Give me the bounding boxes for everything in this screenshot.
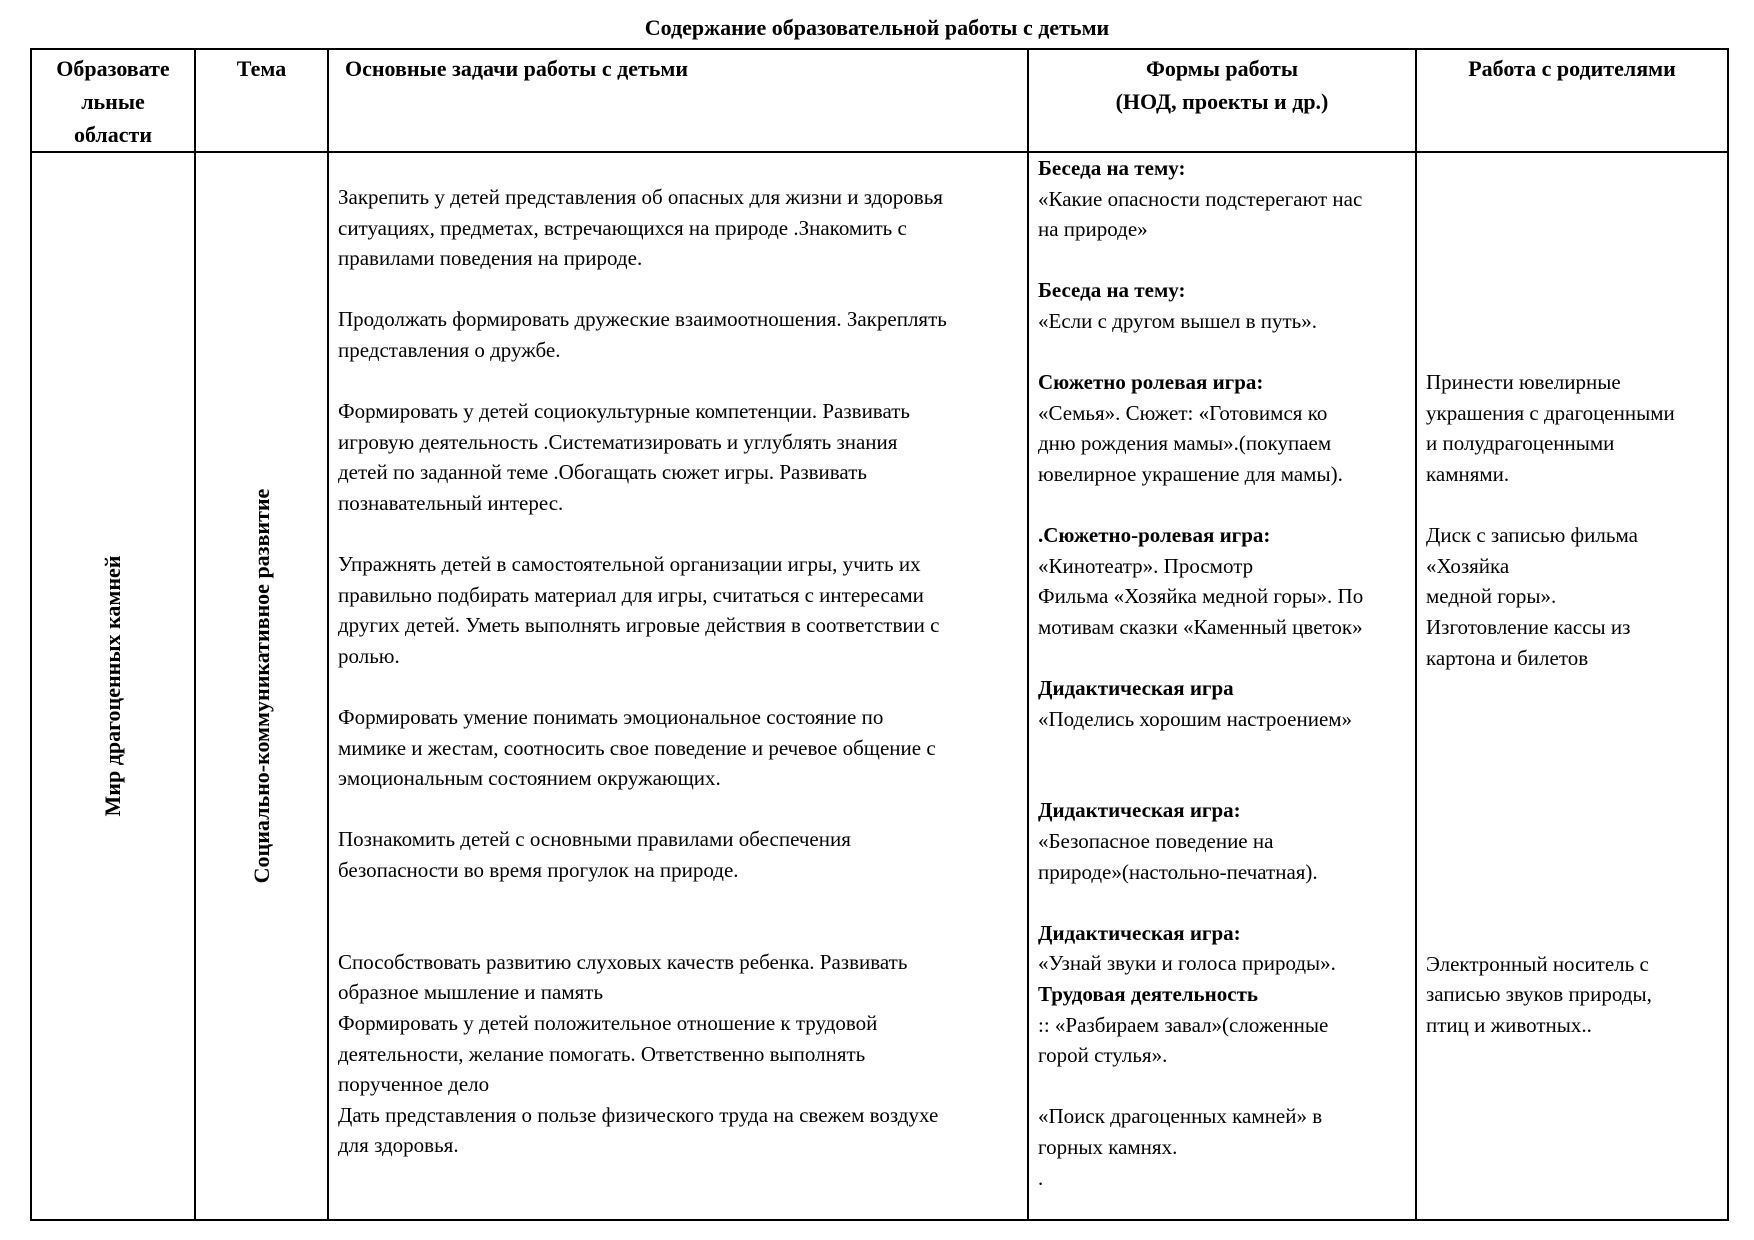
form-block (1038, 673, 1409, 734)
task-block (338, 702, 1019, 794)
task-line: Продолжать формировать дружеские взаимоотношения. Закреплять (338, 307, 947, 332)
form-line: «Семья». Сюжет: «Готовимся ко (1038, 400, 1328, 425)
parent-line: камнями. (1426, 461, 1510, 486)
parent-line: Диск с записью фильма (1426, 523, 1638, 548)
task-line: представления о дружбе. (338, 337, 561, 362)
form-block (1038, 1101, 1409, 1193)
task-line: познавательный интерес. (338, 490, 564, 515)
form-block (1038, 979, 1409, 1071)
header-topic: Тема (195, 49, 328, 152)
page-title: Содержание образовательной работы с детьми (644, 15, 1110, 40)
task-line: детей по заданной теме .Обогащать сюжет игры. Развивать (338, 460, 867, 485)
parent-block (1426, 367, 1721, 489)
task-line: образное мышление и память (338, 980, 604, 1005)
form-heading: Дидактическая игра: (1038, 920, 1241, 945)
forms-cell (1028, 152, 1416, 1220)
task-line: Познакомить детей с основными правилами обеспечения (338, 827, 851, 852)
parent-line: Электронный носитель с (1426, 951, 1649, 976)
form-heading: Беседа на тему: (1038, 278, 1186, 303)
task-line: Формировать у детей социокультурные компетенции. Развивать (338, 399, 910, 424)
task-line: эмоциональным состоянием окружающих. (338, 766, 721, 791)
area-text: Мир драгоценных камней (100, 555, 125, 817)
area-cell (31, 152, 195, 1220)
task-line: других детей. Уметь выполнять игровые действия в соответствии с (338, 613, 940, 638)
form-heading: .Сюжетно-ролевая игра: (1038, 523, 1271, 548)
header-forms-line: (НОД, проекты и др.) (1115, 89, 1329, 114)
header-forms (1028, 49, 1416, 152)
form-line: природе»(настольно-печатная). (1038, 859, 1318, 884)
content-table (30, 48, 1729, 1221)
task-line: правилами поведения на природе. (338, 246, 643, 271)
header-parents: Работа с родителями (1416, 49, 1728, 152)
task-block (338, 549, 1019, 671)
topic-text: Социально-коммуникативное развитие (248, 488, 274, 884)
form-line: мотивам сказки «Каменный цветок» (1038, 614, 1363, 639)
task-line: Способствовать развитию слуховых качеств ребенка. Развивать (338, 949, 908, 974)
header-area-line: льные (81, 89, 145, 114)
parent-block (1426, 949, 1721, 1041)
form-line: горных камнях. (1038, 1135, 1178, 1159)
topic-cell (195, 152, 328, 1220)
task-line: ситуациях, предметах, встречающихся на природе .Знакомить с (338, 215, 907, 240)
header-row (31, 49, 1728, 152)
form-line: горой стулья». (1038, 1043, 1168, 1068)
parent-line: записью звуков природы, (1426, 982, 1652, 1007)
task-line: правильно подбирать материал для игры, считаться с интересами (338, 582, 924, 607)
form-block (1038, 153, 1409, 245)
form-line: «Какие опасности подстерегают нас (1038, 186, 1363, 211)
task-block (338, 182, 1019, 274)
form-heading: Дидактическая игра (1038, 676, 1234, 701)
form-block (1038, 275, 1409, 336)
form-line: на природе» (1038, 217, 1148, 242)
task-line: порученное дело (338, 1072, 490, 1097)
header-forms-line: Формы работы (1145, 56, 1299, 81)
task-block (338, 824, 1019, 885)
form-block (1038, 918, 1409, 979)
form-line: «Кинотеатр». Просмотр (1038, 553, 1254, 578)
header-area (31, 49, 195, 152)
form-line: «Поиск драгоценных камней» в (1038, 1104, 1323, 1129)
form-heading: Сюжетно ролевая игра: (1038, 370, 1264, 395)
form-line: «Узнай звуки и голоса природы». (1038, 951, 1336, 976)
parent-line: Изготовление кассы из (1426, 614, 1631, 639)
header-tasks: Основные задачи работы с детьми (328, 49, 1028, 152)
form-line: Фильма «Хозяйка медной горы». По (1038, 584, 1364, 609)
task-line: для здоровья. (338, 1133, 459, 1158)
task-block (338, 947, 1019, 1161)
parent-block (1426, 520, 1721, 673)
tasks-cell (328, 152, 1028, 1220)
parent-line: медной горы». (1426, 584, 1557, 609)
parent-line: картона и билетов (1426, 645, 1589, 670)
form-line: :: «Разбираем завал»(сложенные (1038, 1012, 1329, 1037)
task-line: Формировать умение понимать эмоциональное состояние по (338, 705, 884, 730)
parent-line: и полудрагоценными (1426, 431, 1615, 456)
task-line: деятельности, желание помогать. Ответственно выполнять (338, 1041, 866, 1066)
task-line: Формировать у детей положительное отношение к трудовой (338, 1011, 878, 1036)
task-block (338, 396, 1019, 518)
form-block (1038, 520, 1409, 642)
form-line: «Безопасное поведение на (1038, 829, 1274, 854)
parent-line: «Хозяйка (1426, 553, 1510, 578)
task-line: игровую деятельность .Систематизировать и углублять знания (338, 429, 898, 454)
task-line: Упражнять детей в самостоятельной организации игры, учить их (338, 552, 921, 577)
parent-line: Принести ювелирные (1426, 370, 1621, 395)
task-line: мимике и жестам, соотносить свое поведение и речевое общение с (338, 735, 936, 760)
form-line: дню рождения мамы».(покупаем (1038, 431, 1332, 456)
form-heading: Дидактическая игра: (1038, 798, 1241, 823)
task-line: Закрепить у детей представления об опасных для жизни и здоровья (338, 185, 943, 209)
form-heading: Трудовая деятельность (1038, 982, 1259, 1007)
parents-cell (1416, 152, 1728, 1220)
task-block (338, 304, 1019, 365)
form-line: «Если с другом вышел в путь». (1038, 308, 1317, 333)
form-line: ювелирное украшение для мамы). (1038, 461, 1343, 486)
content-row (31, 152, 1728, 1220)
task-line: Дать представления о пользе физического труда на свежем воздухе (338, 1102, 939, 1127)
form-line: . (1038, 1165, 1044, 1190)
form-block (1038, 795, 1409, 887)
task-line: безопасности во время прогулок на природе. (338, 858, 739, 883)
task-line: ролью. (338, 643, 400, 668)
parent-line: украшения с драгоценными (1426, 400, 1675, 425)
form-line: «Поделись хорошим настроением» (1038, 706, 1353, 731)
parent-line: птиц и животных.. (1426, 1012, 1592, 1037)
form-heading: Беседа на тему: (1038, 156, 1186, 180)
form-block (1038, 367, 1409, 489)
header-area-line: Образовате (56, 56, 170, 81)
header-area-line: области (73, 122, 153, 147)
